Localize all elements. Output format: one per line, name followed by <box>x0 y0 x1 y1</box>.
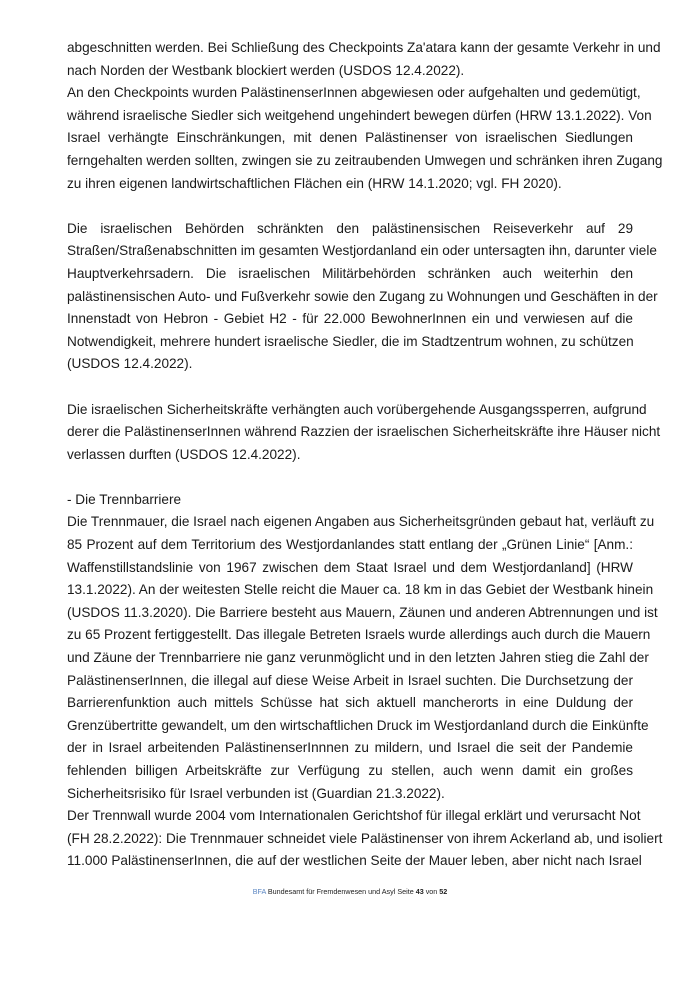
text-line: Die Trennmauer, die Israel nach eigenen Angaben aus Sicherheitsgründen gebaut hat, verläuft zu <box>67 514 655 530</box>
document-body <box>67 37 663 873</box>
paragraph <box>67 805 663 873</box>
paragraph-spacer <box>67 195 633 218</box>
text-line: (USDOS 11.3.2020). Die Barriere besteht aus Mauern, Zäunen und anderen Abtrennungen und ist <box>67 604 658 620</box>
text-line: derer die PalästinenserInnen während Razzien der israelischen Sicherheitskräfte ihre Häuser nicht <box>67 424 661 440</box>
paragraph <box>67 218 658 376</box>
text-line: (FH 28.2.2022): Die Trennmauer schneidet viele Palästinenser von ihrem Ackerland ab, und isoliert <box>67 830 663 846</box>
text-line: zu 65 Prozent fertiggestellt. Das illegale Betreten Israels wurde allerdings auch durch die Mauern <box>67 627 651 643</box>
text-line: 85 Prozent auf dem Territorium des Westjordanlandes statt entlang der „Grünen Linie“ [Anm.: <box>67 537 633 553</box>
text-line: Straßen/Straßenabschnitten im gesamten Westjordanland ein oder untersagten ihn, darunter viele <box>67 243 657 259</box>
text-line: verlassen durften (USDOS 12.4.2022). <box>67 446 301 462</box>
text-line: nach Norden der Westbank blockiert werden (USDOS 12.4.2022). <box>67 62 465 78</box>
text-line: Sicherheitsrisiko für Israel verbunden ist (Guardian 21.3.2022). <box>67 785 445 801</box>
paragraph-spacer <box>67 376 633 399</box>
footer-page-total: 52 <box>439 887 448 896</box>
paragraph <box>67 489 633 512</box>
text-line: Waffenstillstandslinie von 1967 zwischen dem Staat Israel und dem Westjordanland] (HRW <box>67 559 633 575</box>
paragraph <box>67 511 658 805</box>
text-line: ferngehalten werden sollten, zwingen sie zu zeitraubenden Umwegen und schränken ihren Zugang <box>67 152 663 168</box>
footer-text: Bundesamt für Fremdenwesen und Asyl Seite <box>267 887 414 896</box>
text-line: palästinensischen Auto- und Fußverkehr sowie den Zugang zu Wohnungen und Geschäften in der <box>67 288 658 304</box>
footer-page-number: 43 <box>415 887 424 896</box>
text-line: - Die Trennbarriere <box>67 491 182 507</box>
text-line: Grenzübertritte gewandelt, um den wirtschaftlichen Druck im Westjordanland durch die Einkünfte <box>67 717 649 733</box>
text-line: An den Checkpoints wurden PalästinenserInnen abgewiesen oder aufgehalten und gedemütigt, <box>67 85 641 101</box>
text-line: (USDOS 12.4.2022). <box>67 356 193 372</box>
text-line: fehlenden billigen Arbeitskräfte zur Verfügung zu stellen, auch wenn damit ein großes <box>67 763 633 778</box>
text-line: Barrierenfunktion auch mittels Schüsse hat sich aktuell mancherorts in eine Duldung der <box>67 695 633 711</box>
text-line: PalästinenserInnen, die illegal auf diese Weise Arbeit in Israel suchten. Die Durchsetzung der <box>67 672 633 688</box>
paragraph <box>67 399 661 467</box>
text-line: Notwendigkeit, mehrere hundert israelische Siedler, die im Stadtzentrum wohnen, zu schützen <box>67 333 634 349</box>
page-footer <box>0 887 700 896</box>
text-line: Die israelischen Sicherheitskräfte verhängten auch vorübergehende Ausgangssperren, aufgrund <box>67 401 647 417</box>
text-line: Die israelischen Behörden schränkten den palästinensischen Reiseverkehr auf 29 <box>67 220 633 236</box>
text-line: der in Israel arbeitenden PalästinenserInnnen zu mildern, und Israel die seit der Pandemie <box>67 740 633 756</box>
text-line: Hauptverkehrsadern. Die israelischen Militärbehörden schränken auch weiterhin den <box>67 265 633 281</box>
footer-brand: BFA <box>252 887 266 896</box>
text-line: zu ihren eigenen landwirtschaftlichen Flächen ein (HRW 14.1.2020; vgl. FH 2020). <box>67 175 562 191</box>
paragraph-spacer <box>67 466 633 489</box>
text-line: Der Trennwall wurde 2004 vom Internationalen Gerichtshof für illegal erklärt und verursacht Not <box>67 808 641 824</box>
text-line: und Zäune der Trennbarriere nie ganz verunmöglicht und in den letzten Jahren stieg die Zahl der <box>67 650 649 666</box>
text-line: Innenstadt von Hebron - Gebiet H2 - für 22.000 BewohnerInnen ein und verwiesen auf die <box>67 311 633 327</box>
text-line: 13.1.2022). An der weitesten Stelle reicht die Mauer ca. 18 km in das Gebiet der Westbank hinein <box>67 582 654 598</box>
text-line: abgeschnitten werden. Bei Schließung des Checkpoints Za'atara kann der gesamte Verkehr in und <box>67 40 661 55</box>
footer-of: von <box>425 887 438 896</box>
text-line: während israelische Siedler sich weitgehend ungehindert bewegen dürfen (HRW 13.1.2022). Von <box>67 107 652 123</box>
text-line: Israel verhängte Einschränkungen, mit denen Palästinenser von israelischen Siedlungen <box>67 130 633 146</box>
paragraph <box>67 82 663 195</box>
paragraph <box>67 37 661 82</box>
text-line: 11.000 PalästinenserInnen, die auf der westlichen Seite der Mauer leben, aber nicht nach Israel <box>67 853 642 869</box>
